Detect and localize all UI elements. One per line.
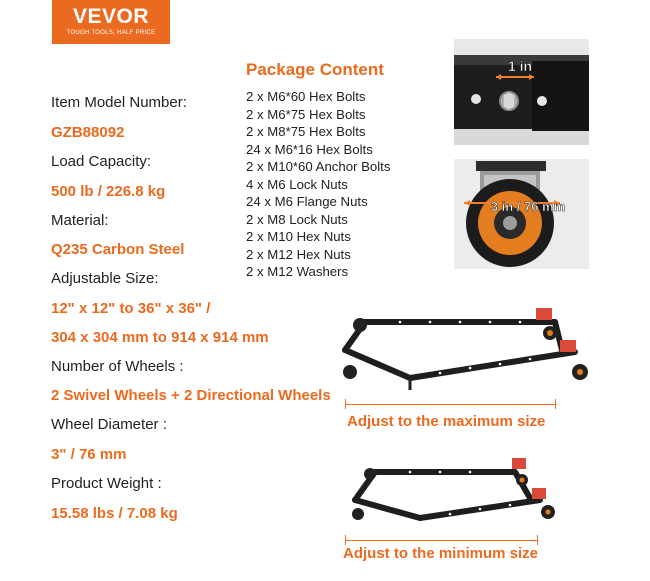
package-item: 2 x M8 Lock Nuts [246, 211, 348, 227]
package-item: 2 x M8*75 Hex Bolts [246, 124, 366, 139]
spec-label-load: Load Capacity: [51, 153, 152, 170]
brand-name: VEVOR [72, 5, 150, 28]
package-list [246, 88, 390, 281]
wheel-diameter-label: 3 in / 76 mm [490, 199, 566, 214]
package-item: 2 x M6*60 Hex Bolts [246, 89, 366, 104]
package-item: 2 x M12 Hex Nuts [246, 246, 351, 262]
wheel-photo [454, 159, 589, 269]
min-size-dimension-line [345, 540, 537, 541]
cart-max-illustration [320, 300, 620, 395]
package-item: 4 x M6 Lock Nuts [246, 176, 348, 192]
spec-value-size-mm: 304 x 304 mm to 914 x 914 mm [51, 329, 269, 346]
package-item: 24 x M6 Flange Nuts [246, 194, 368, 209]
rail-adjust-label: 1 in [507, 58, 533, 74]
spec-label-size: Adjustable Size: [51, 270, 159, 287]
spec-value-material: Q235 Carbon Steel [51, 241, 185, 258]
package-title: Package Content [246, 60, 384, 79]
spec-label-model: Item Model Number: [51, 94, 187, 111]
spec-label-weight: Product Weight : [51, 475, 162, 492]
package-item: 2 x M6*75 Hex Bolts [246, 106, 366, 122]
max-size-dimension-tick [345, 399, 346, 409]
spec-value-wheels: 2 Swivel Wheels + 2 Directional Wheels [51, 387, 331, 404]
spec-label-diameter: Wheel Diameter : [51, 416, 167, 433]
max-size-dimension-line [345, 404, 555, 405]
vevor-logo [52, 0, 170, 44]
package-item: 2 x M12 Washers [246, 264, 349, 279]
spec-value-diameter: 3" / 76 mm [51, 446, 127, 463]
package-item: 2 x M10*60 Anchor Bolts [246, 159, 391, 174]
min-size-dimension-tick [345, 535, 346, 545]
cart-min-illustration [340, 450, 570, 535]
package-item: 24 x M6*16 Hex Bolts [246, 141, 373, 157]
spec-label-material: Material: [51, 212, 109, 229]
rail-adjust-photo [454, 39, 589, 145]
caption-max-size: Adjust to the maximum size [347, 413, 546, 430]
spec-label-wheels: Number of Wheels : [51, 358, 184, 375]
spec-value-size-in: 12" x 12" to 36" x 36" / [51, 300, 211, 317]
max-size-dimension-tick [555, 399, 556, 409]
spec-value-load: 500 lb / 226.8 kg [51, 183, 166, 200]
brand-tagline: TOUGH TOOLS, HALF PRICE [66, 30, 156, 36]
caption-min-size: Adjust to the minimum size [343, 545, 539, 562]
spec-value-model: GZB88092 [51, 124, 125, 141]
package-item: 2 x M10 Hex Nuts [246, 229, 351, 244]
min-size-dimension-tick [537, 535, 538, 545]
spec-value-weight: 15.58 lbs / 7.08 kg [51, 505, 178, 522]
